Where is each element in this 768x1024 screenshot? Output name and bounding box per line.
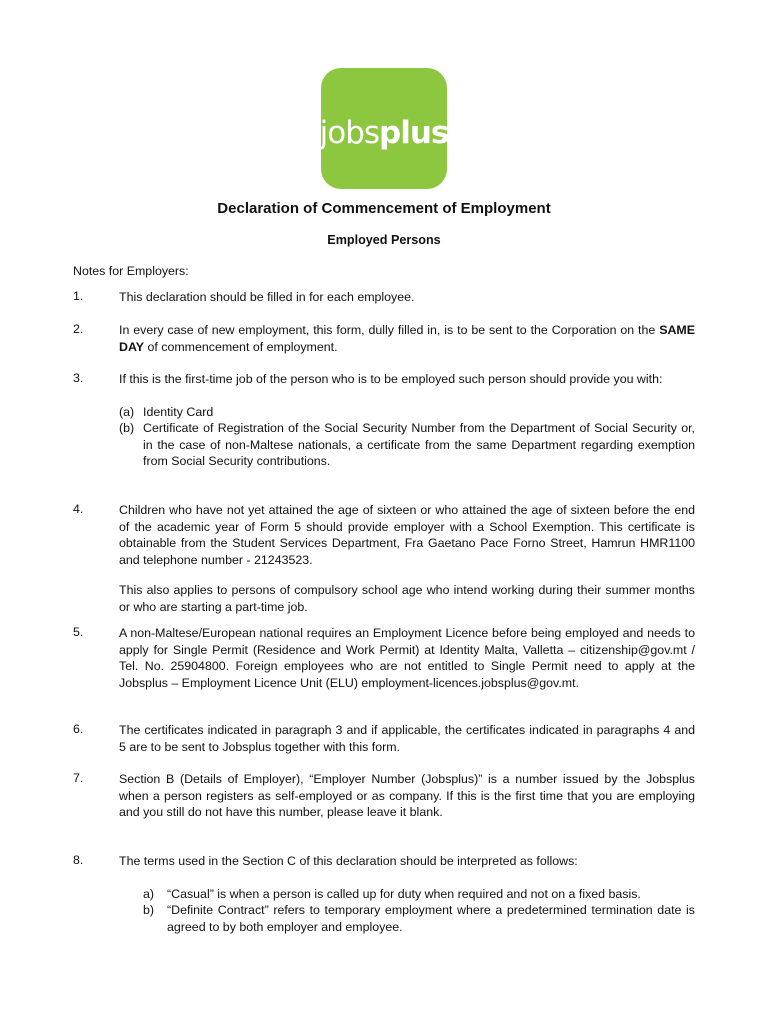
- document-subtitle: Employed Persons: [327, 233, 441, 247]
- item-text: Section B (Details of Employer), “Employer Number (Jobsplus)” is a number issued by the Jobsplus when a person registers as self-employed or as company. If this is the first time that you are employing and you still do not have this number, please leave it blank.: [119, 772, 695, 820]
- item-text: [119, 322, 695, 355]
- logo-wordmark: [320, 115, 449, 151]
- logo-text-jobs: jobs: [319, 114, 380, 151]
- item-number: 3.: [73, 371, 84, 385]
- item-number: 6.: [73, 722, 84, 736]
- item-text-part: In every case of new employment, this form, dully filled in, is to be sent to the Corporation on the: [119, 323, 656, 337]
- sub-item-label: (a): [119, 404, 135, 419]
- sub-item-text: “Definite Contract” refers to temporary employment where a predetermined termination date is agreed to by both employer and employee.: [167, 903, 695, 934]
- item-number: 2.: [73, 322, 84, 336]
- sub-item-a: [143, 886, 695, 903]
- note-item-2: [73, 322, 695, 355]
- item-number: 4.: [73, 502, 84, 516]
- item-text-part: A non-Maltese/European national requires an Employment Licence before being employed and needs to apply for Single Permit (Residence and Work Permit) at Identity Malta, Valletta – citizenship@gov.mt / Tel. No. 25904800. Foreign employees who are not entitled to Single Permit need to apply at the Jobsplus – Employment Licence Unit (ELU) employment-licences.jobsplus@gov.mt: [119, 626, 695, 690]
- note-item-3: [73, 371, 695, 470]
- item-text-bold: SAME DAY: [119, 323, 695, 354]
- item-text: Children who have not yet attained the age of sixteen or who attained the age of sixteen before the end of the academic year of Form 5 should provide employer with a School Exemption. This certificate is obtainable from the Student Services Department, Fra Gaetano Pace Forno Street, Hamrun HMR1100 and telephone number - 21243523.: [119, 503, 695, 567]
- note-item-5: [73, 625, 695, 691]
- document-title: Declaration of Commencement of Employment: [217, 200, 551, 217]
- notes-heading: Notes for Employers:: [73, 264, 189, 278]
- note-item-4: [73, 502, 695, 616]
- sub-item-text: “Casual” is when a person is called up for duty when required and not on a fixed basis.: [167, 886, 641, 901]
- sub-item-text: Identity Card: [143, 404, 214, 419]
- item-text-end: .: [575, 675, 579, 690]
- sub-item-b: [119, 420, 695, 470]
- item-text: [119, 625, 695, 691]
- sub-item-text: Certificate of Registration of the Social Security Number from the Department of Social Security or, in the case of non-Maltese nationals, a certificate from the same Department regarding exemption from Social Security contributions.: [143, 421, 695, 469]
- sub-item-b: [143, 902, 695, 935]
- note-item-7: [73, 771, 695, 821]
- logo-text-plus: plus: [379, 114, 449, 151]
- item-text-part: of commencement of employment.: [144, 339, 338, 354]
- item-number: 5.: [73, 625, 84, 639]
- note-item-8: [73, 853, 695, 935]
- note-item-6: [73, 722, 695, 755]
- item-text: If this is the first-time job of the person who is to be employed such person should provide you with:: [119, 372, 663, 386]
- note-item-1: [73, 289, 695, 306]
- item-number: 7.: [73, 771, 84, 785]
- sub-item-label: b): [143, 903, 155, 918]
- item-text-continued: This also applies to persons of compulsory school age who intend working during their summer months or who are starting a part-time job.: [119, 583, 695, 614]
- item-number: 1.: [73, 289, 84, 303]
- jobsplus-logo: [321, 68, 447, 189]
- item-number: 8.: [73, 853, 84, 867]
- sub-item-a: [119, 404, 695, 421]
- item-text: This declaration should be filled in for each employee.: [119, 290, 415, 304]
- item-text: The terms used in the Section C of this declaration should be interpreted as follows:: [119, 854, 578, 868]
- sub-item-label: (b): [119, 421, 135, 436]
- sub-item-label: a): [143, 886, 155, 901]
- item-text: The certificates indicated in paragraph 3 and if applicable, the certificates indicated in paragraphs 4 and 5 are to be sent to Jobsplus together with this form.: [119, 723, 695, 754]
